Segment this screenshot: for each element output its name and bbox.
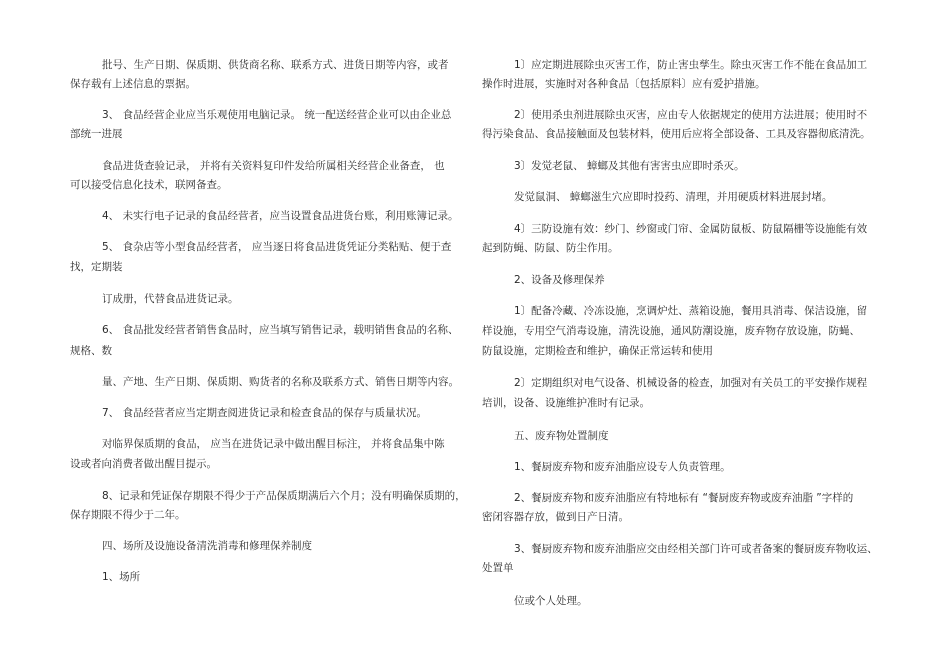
text-line: 设或者向消费者做出醒目提示。 [70,458,217,470]
text-line: 对临界保质期的食品， 应当在进货记录中做出醒目标注， 并将食品集中陈 [102,438,445,450]
text-line: 量、产地、生产日期、保质期、购货者的名称及联系方式、销售日期等内容。 [102,376,459,388]
text-line: 8、记录和凭证保存期限不得少于产品保质期满后六个月；没有明确保质期的， [102,490,466,502]
text-line: 位或个人处理。 [514,595,588,607]
text-line: 食品进货查验记录， 并将有关资料复印件发给所属相关经营企业备查， 也 [102,160,445,172]
text-line: 找，定期装 [70,261,123,273]
text-line: 批号、生产日期、保质期、供货商名称、联系方式、进货日期等内容，或者 [102,59,449,71]
text-line: 样设施，专用空气消毒设施，清洗设施，通风防潮设施，废弃物存放设施，防蝇、 [482,325,860,337]
text-line: 2〕定期组织对电气设备、机械设备的检查，加强对有关员工的平安操作规程 [514,377,868,389]
text-line: 规格、数 [70,345,112,357]
text-line: 1〕应定期进展除虫灭害工作，防止害虫孳生。除虫灭害工作不能在食品加工 [514,59,868,71]
text-line: 得污染食品、食品接触面及包装材料，使用后应将全部设备、工具及容器彻底清洗。 [482,128,871,140]
section-heading: 四、场所及设施设备清洗消毒和修理保养制度 [102,540,312,552]
text-line: 可以接受信息化技术，联网备查。 [70,179,228,191]
text-line: 4〕三防设施有效：纱门、纱窗或门帘、金属防鼠板、防鼠隔栅等设施能有效 [514,223,868,235]
text-line: 1、餐厨废弃物和废弃油脂应设专人负责管理。 [514,461,731,473]
section-heading: 五、废弃物处置制度 [514,430,609,442]
text-line: 5、 食杂店等小型食品经营者， 应当逐日将食品进货凭证分类粘贴、便于查 [102,241,452,253]
text-line: 保存载有上述信息的票据。 [70,78,196,90]
text-line: 2、餐厨废弃物和废弃油脂应有特地标有 “餐厨废弃物或废弃油脂 ”字样的 [514,492,854,504]
text-line: 4、 未实行电子记录的食品经营者，应当设置食品进货台账，利用账簿记录。 [102,210,459,222]
text-line: 2〕使用杀虫剂进展除虫灭害，应由专人依据规定的使用方法进展；使用时不 [514,109,868,121]
text-line: 操作时进展，实施时对各种食品〔包括原料〕应有爱护措施。 [482,78,766,90]
text-line: 发觉鼠洞、 蟑螂滋生穴应即时投药、清理，并用硬质材料进展封堵。 [514,191,833,203]
text-line: 订成册，代替食品进货记录。 [102,293,239,305]
text-line: 密闭容器存放，做到日产日清。 [482,511,629,523]
text-line: 处置单 [482,562,514,574]
text-line: 3〕发觉老鼠、 蟑螂及其他有害害虫应即时杀灭。 [514,160,745,172]
subsection-heading: 1、场所 [102,571,141,583]
text-line: 6、 食品批发经营者销售食品时，应当填写销售记录，载明销售食品的名称、 [102,324,459,336]
text-line: 部统一进展 [70,128,123,140]
text-line: 1〕配备冷藏、冷冻设施，烹调炉灶、蒸箱设施，餐用具消毒、保洁设施，留 [514,305,868,317]
subsection-heading: 2、设备及修理保养 [514,274,605,286]
text-line: 3、餐厨废弃物和废弃油脂应交由经相关部门许可或者备案的餐厨废弃物收运、 [514,543,878,555]
text-line: 起到防蝇、防鼠、防尘作用。 [482,242,619,254]
text-line: 培训，设备、设施维护准时有记录。 [482,397,650,409]
text-line: 7、 食品经营者应当定期查阅进货记录和检查食品的保存与质量状况。 [102,407,428,419]
text-line: 保存期限不得少于二年。 [70,509,186,521]
text-line: 防鼠设施，定期检查和维护，确保正常运转和使用 [482,345,713,357]
text-line: 3、 食品经营企业应当乐观使用电脑记录。 统一配送经营企业可以由企业总 [102,109,452,121]
